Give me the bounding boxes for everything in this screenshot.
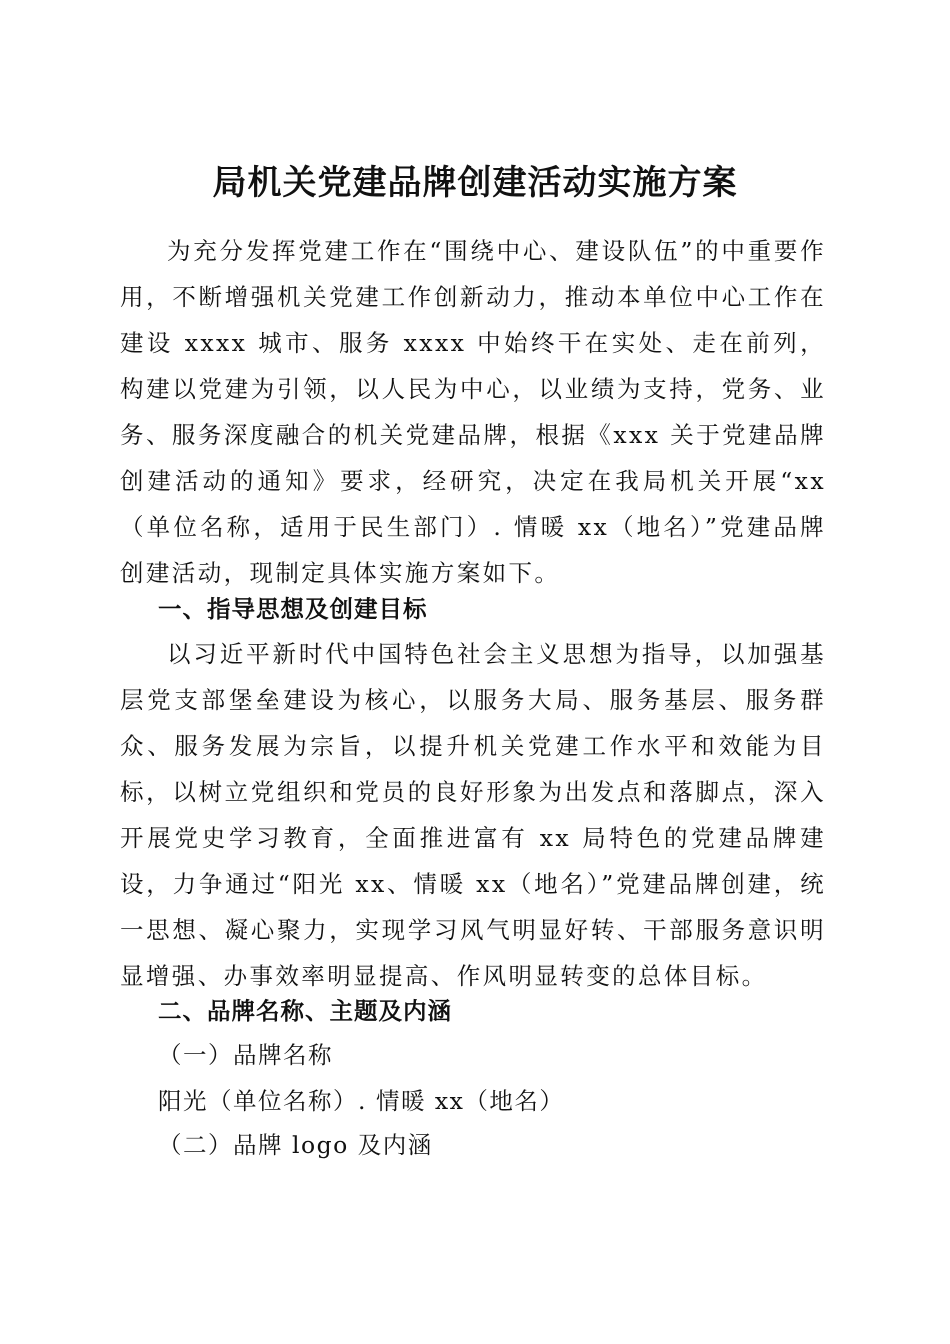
intro-paragraph: 为充分发挥党建工作在“围绕中心、建设队伍”的中重要作用，不断增强机关党建工作创新动力，推动本单位中心工作在建设 xxxx 城市、服务 xxxx 中始终干在实处、走在前列，构建以党建为引领，以人民为中心，以业绩为支持，党务、业务、服务深度融合的机关党建品牌，根据《xxx 关于党建品牌创建活动的通知》要求，经研究，决定在我局机关开展“xx（单位名称，适用于民生部门）. 情暖 xx（地名）”党建品牌创建活动，现制定具体实施方案如下。 — [120, 237, 826, 587]
section-heading-brand: 二、品牌名称、主题及内涵 — [158, 997, 452, 1025]
subheading-brand-name: （一）品牌名称 — [158, 1041, 333, 1069]
section-heading-guiding-thought: 一、指导思想及创建目标 — [158, 595, 428, 623]
subheading-brand-logo: （二）品牌 logo 及内涵 — [158, 1131, 433, 1159]
guiding-thought-paragraph: 以习近平新时代中国特色社会主义思想为指导，以加强基层党支部堡垒建设为核心，以服务大局、服务基层、服务群众、服务发展为宗旨，以提升机关党建工作水平和效能为目标，以树立党组织和党员的良好形象为出发点和落脚点，深入开展党史学习教育，全面推进富有 xx 局特色的党建品牌建设，力争通过“阳光 xx、情暖 xx（地名）”党建品牌创建，统一思想、凝心聚力，实现学习风气明显好转、干部服务意识明显增强、办事效率明显提高、作风明显转变的总体目标。 — [120, 640, 826, 990]
document-title: 局机关党建品牌创建活动实施方案 — [212, 162, 738, 203]
brand-name-text: 阳光（单位名称）. 情暖 xx（地名） — [158, 1087, 565, 1115]
